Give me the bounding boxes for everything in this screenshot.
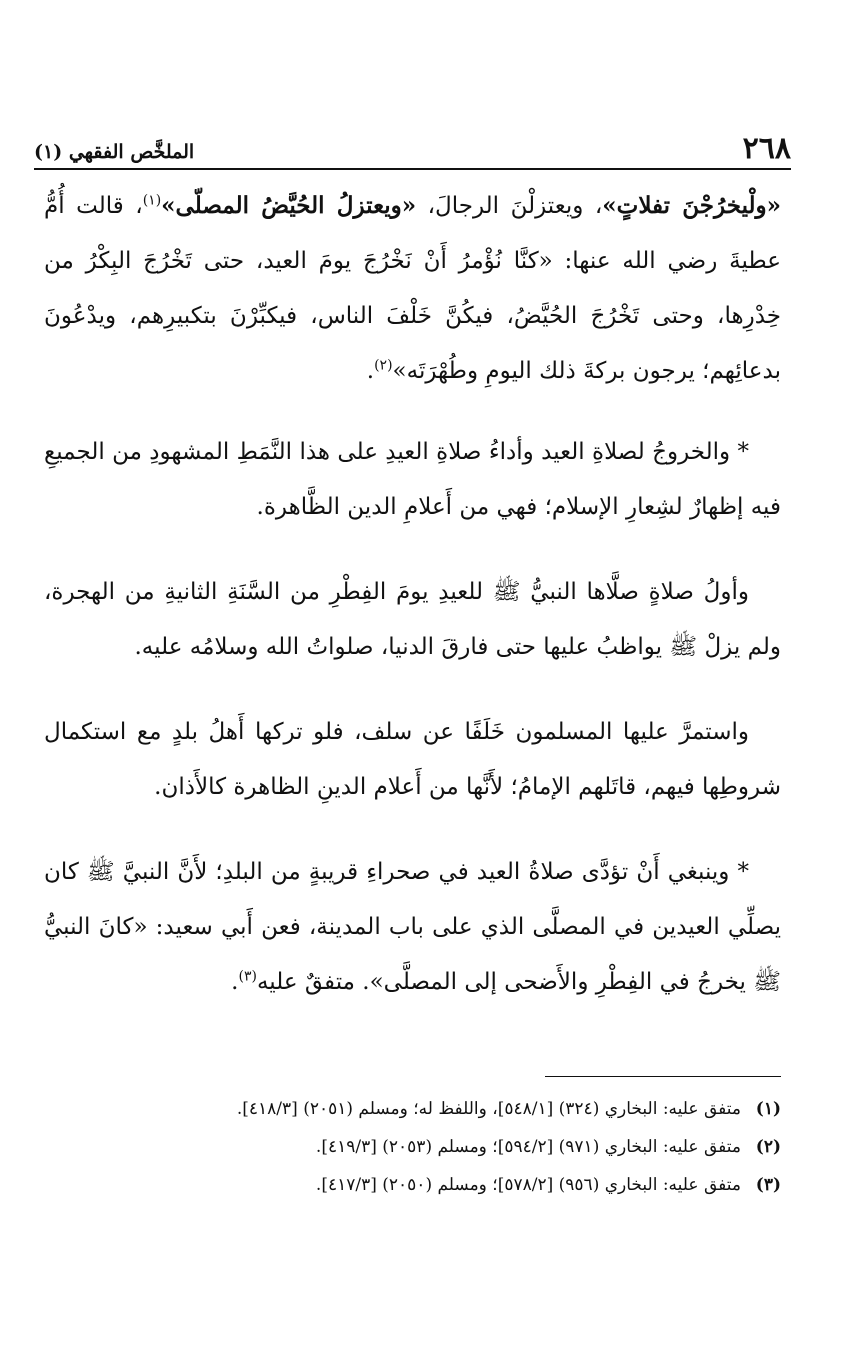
hadith-quote-1: «ولْيخرُجْنَ تفلاتٍ» bbox=[602, 192, 781, 219]
paragraph-4: واستمرَّ عليها المسلمون خَلَفًا عن سلف، فلو تركها أَهلُ بلدٍ مع استكمال شروطِها فيهم، قاتَلهم الإمامُ؛ لأَنَّها من أَعلام الدينِ الظاهرة كالأَذان. bbox=[44, 719, 781, 800]
footnote-text: متفق عليه: البخاري (٣٢٤) [٥٤٨/١]، واللفظ له؛ ومسلم (٢٠٥١) [٤١٨/٣]. bbox=[236, 1099, 741, 1119]
paragraph-5 bbox=[44, 845, 781, 1010]
footnote-item bbox=[44, 1166, 781, 1204]
footnote-number: (٢) bbox=[755, 1137, 781, 1157]
page-header bbox=[34, 118, 791, 170]
paragraph-3: وأولُ صلاةٍ صلَّاها النبيُّ ﷺ للعيدِ يومَ الفِطْرِ من السَّنَةِ الثانيةِ من الهجرة، ولم يزلْ ﷺ يواظبُ عليها حتى فارقَ الدنيا، صلواتُ الله وسلامُه عليه. bbox=[44, 579, 781, 660]
footnote-item bbox=[44, 1128, 781, 1166]
footnote-number: (١) bbox=[755, 1099, 781, 1119]
paragraph-2: * والخروجُ لصلاةِ العيد وأداءُ صلاةِ العيدِ على هذا النَّمَطِ المشهودِ من الجميعِ فيه إظهارٌ لشِعارِ الإسلام؛ فهي من أَعلامِ الدين الظَّاهرة. bbox=[44, 439, 781, 520]
text-span: ، قالت أُمُّ عطيةَ رضي الله عنها: «كنَّا نُؤْمرُ أَنْ نَخْرُجَ يومَ العيد، حتى تَخْرُجَ البِكْرُ من خِدْرِها، وحتى تَخْرُجَ الحُيَّضُ، فيكُنَّ خَلْفَ الناس، فيكبِّرْنَ بتكبيرِهم، ويدْعُونَ بدعائِهم؛ يرجون بركةَ ذلك اليومِ وطُهْرَتَه» bbox=[44, 193, 781, 384]
footnote-divider bbox=[545, 1076, 781, 1077]
footnote-ref-3[interactable]: (٣) bbox=[238, 968, 257, 985]
footnote-text: متفق عليه: البخاري (٩٥٦) [٥٧٨/٢]؛ ومسلم (٢٠٥٠) [٤١٧/٣]. bbox=[315, 1175, 741, 1195]
footnote-text: متفق عليه: البخاري (٩٧١) [٥٩٤/٢]؛ ومسلم (٢٠٥٣) [٤١٩/٣]. bbox=[315, 1137, 741, 1157]
footnote-number: (٣) bbox=[755, 1175, 781, 1195]
text-span: ، ويعتزلْنَ الرجالَ، bbox=[416, 193, 603, 219]
text-span: . bbox=[231, 969, 239, 995]
footnote-ref-2[interactable]: (٢) bbox=[374, 357, 393, 374]
text-span: * وينبغي أَنْ تؤدَّى صلاةُ العيد في صحراءِ قريبةٍ من البلدِ؛ لأَنَّ النبيَّ ﷺ كان يصلِّي العيدين في المصلَّى الذي على باب المدينة، فعن أَبي سعيد: «كانَ النبيُّ ﷺ يخرجُ في الفِطْرِ والأَضحى إلى المصلَّى». متفقٌ عليه bbox=[44, 859, 781, 995]
footnotes bbox=[44, 1090, 781, 1204]
paragraph-1 bbox=[44, 178, 781, 399]
hadith-quote-2: «ويعتزلُ الحُيَّضُ المصلّى» bbox=[161, 192, 417, 219]
main-text bbox=[44, 178, 781, 1040]
page-number: ٢٦٨ bbox=[742, 131, 791, 166]
text-span: . bbox=[366, 358, 375, 384]
footnote-ref-1[interactable]: (١) bbox=[142, 192, 162, 209]
running-title: الملخَّص الفقهي (١) bbox=[34, 141, 195, 163]
footnote-item bbox=[44, 1090, 781, 1128]
